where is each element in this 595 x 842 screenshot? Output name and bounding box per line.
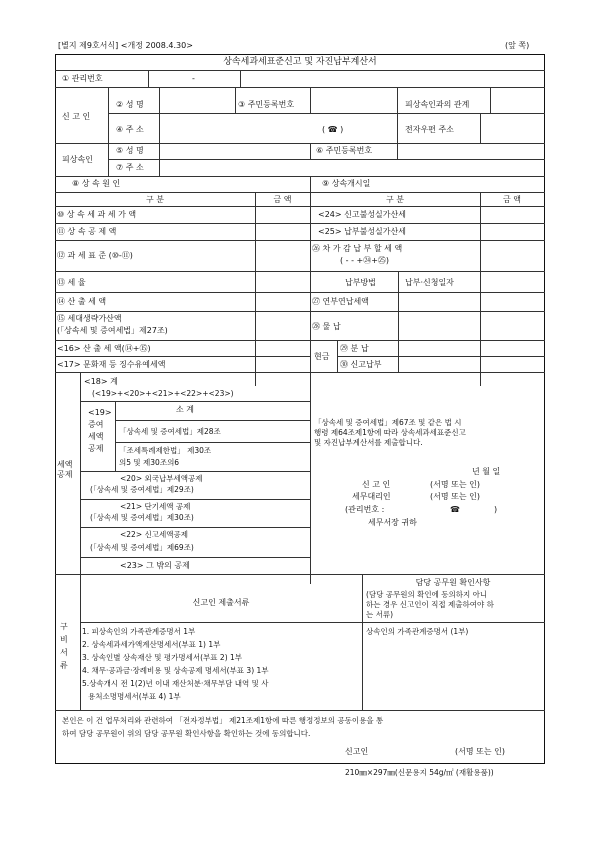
row-split-payment: ㉙ 분 납 [340, 344, 369, 353]
attachment-item: 4. 채무·공과금·장례비용 및 상속공제 명세서(부표 3) 1부 [82, 666, 269, 675]
row-generation-skip: ⑮ 세대생략가산액 [57, 314, 122, 323]
attachments-section: 구비 서류 [60, 622, 68, 670]
row-deduction: ⑪ 상 속 공 제 액 [57, 227, 117, 236]
decedent-section: 피상속인 [62, 155, 93, 164]
reporter-name-field[interactable] [162, 92, 232, 112]
credit-total: <18> 계 [84, 377, 118, 386]
reporter-email-field[interactable] [482, 118, 542, 140]
start-date-label: ⑨ 상속개시일 [322, 179, 371, 188]
credit-total-formula: (<19>+<20>+<21>+<22>+<23>) [92, 389, 234, 398]
declaration-reporter: 신 고 인 [362, 480, 391, 489]
mgmt-label: ① 관리번호 [62, 74, 103, 83]
form-title: 상속세과세표준신고 및 자진납부계산서 [223, 57, 377, 67]
foreign-credit-law: (「상속세 및 증여세법」제29조) [90, 485, 194, 494]
row-self-payment: ㉚ 신고납부 [340, 360, 382, 369]
attachment-item: 3. 상속인별 상속재산 및 평가명세서(부표 2) 1부 [82, 653, 243, 662]
row-net-tax-formula: ( - - +㉔+㉕) [340, 256, 390, 265]
row-report-penalty: <24> 신고불성실가산세 [318, 210, 406, 219]
foreign-credit: <20> 외국납부세액공제 [120, 474, 203, 483]
col-amount-left: 금 액 [273, 195, 292, 204]
gift-credit-law28: 「상속세 및 증여세법」제28조 [119, 427, 221, 436]
credit-section: 세액 공제 [57, 460, 73, 479]
row-in-kind: ㉘ 물 납 [312, 322, 341, 331]
gift-credit-no: <19> [88, 408, 112, 417]
short-term-credit: <21> 단기세액 공제 [120, 502, 191, 511]
report-credit: <22> 신고세액공제 [120, 530, 188, 539]
officer-note-2: 하는 경우 신고인이 직접 제출하여야 하 [366, 600, 494, 609]
row-cultural-deferral: <17> 문화재 등 징수유예세액 [57, 360, 166, 369]
reporter-addr-label: ④ 주 소 [116, 125, 144, 134]
cause-label: ⑧ 상 속 원 인 [72, 179, 121, 188]
consent-line2: 하여 담당 공무원이 위의 담당 공무원 확인사항을 확인하는 것에 동의합니다. [62, 729, 311, 738]
special-law-2: 의5 및 제30조의6 [119, 458, 180, 467]
row-computed-tax: ⑭ 산 출 세 액 [57, 297, 107, 306]
form-number: [별지 제9호서식] <개정 2008.4.30> [58, 41, 193, 50]
report-credit-law: (「상속세 및 증여세법」제69조) [90, 543, 194, 552]
other-credit: <23> 그 밖의 공제 [120, 561, 190, 570]
col-item-right: 구 분 [386, 195, 404, 204]
page-side: (앞 쪽) [505, 41, 530, 50]
row-computed-total: <16> 산 출 세 액(⑭+⑮) [57, 344, 151, 353]
decedent-addr-label: ⑦ 주 소 [116, 163, 144, 172]
row-payment-penalty: <25> 납부불성실가산세 [318, 227, 406, 236]
row-taxable-value: ⑩ 상 속 세 과 세 가 액 [57, 210, 137, 219]
gift-credit-3: 공제 [88, 444, 104, 453]
attachment-item: 용처소명명세서(부표 4) 1부 [88, 692, 181, 701]
gift-credit-2: 세액 [88, 432, 104, 441]
gift-credit-1: 증여 [88, 420, 104, 429]
attachment-item: 2. 상속세과세가액계산명세서(부표 1) 1부 [82, 640, 221, 649]
consent-sign[interactable]: (서명 또는 인) [455, 747, 505, 756]
reporter-name-label: ② 성 명 [116, 100, 144, 109]
officer-item: 상속인의 가족관계증명서 (1부) [366, 627, 469, 636]
short-term-credit-law: (「상속세 및 증여세법」제30조) [90, 513, 194, 522]
mgmt-value[interactable]: - [192, 74, 195, 83]
consent-signer: 신고인 [345, 747, 369, 756]
decedent-rrn-label: ⑥ 주민등록번호 [316, 146, 373, 155]
declaration-line2: 행령 제64조제1항에 따라 상속세과세표준신고 [314, 428, 466, 437]
reporter-phone[interactable]: ( ☎ ) [322, 125, 344, 134]
row-net-tax: ㉖ 차 가 감 납 부 할 세 액 [312, 244, 403, 253]
tax-office: 세무서장 귀하 [368, 518, 417, 527]
subtotal-header: 소 계 [176, 405, 194, 414]
reporter-rrn-label: ③ 주민등록번호 [238, 100, 295, 109]
officer-check-header: 담당 공무원 확인사항 [415, 578, 491, 587]
officer-note-1: (담당 공무원의 확인에 동의하지 아니 [366, 590, 488, 599]
attachment-item: 1. 피상속인의 가족관계증명서 1부 [82, 627, 196, 636]
declaration-mgmt: (관리번호 : [345, 505, 385, 514]
declaration-date[interactable]: 년 월 일 [472, 467, 501, 476]
declaration-line3: 및 자진납부계산서를 제출합니다. [314, 438, 423, 447]
decedent-name-label: ⑤ 성 명 [116, 146, 144, 155]
declaration-sign1[interactable]: (서명 또는 인) [430, 480, 480, 489]
special-law-1: 「조세특례제한법」 제30조 [119, 446, 212, 455]
col-amount-right: 금 액 [503, 195, 521, 204]
reporter-email-label: 전자우편 주소 [405, 125, 454, 134]
col-item-left: 구 분 [146, 195, 164, 204]
declaration-sign2[interactable]: (서명 또는 인) [430, 492, 480, 501]
payment-date-header: 납부·신청일자 [405, 278, 454, 287]
declaration-agent: 세무대리인 [352, 492, 391, 501]
submit-docs-header: 신고인 제출서류 [192, 598, 250, 607]
cash-label: 현금 [314, 352, 330, 361]
payment-method-header: 납부방법 [345, 278, 376, 287]
attachment-item: 5.상속개시 전 1(2)년 이내 재산처분·채무부담 내역 및 사 [82, 679, 269, 688]
officer-note-3: 는 서류) [366, 610, 394, 619]
consent-line1: 본인은 이 건 업무처리와 관련하여 「전자정부법」 제21조제1항에 따른 행정정보의 공동이용을 통 [62, 716, 384, 725]
reporter-relation-label: 피상속인과의 관계 [405, 100, 470, 109]
declaration-mgmt-close: ) [494, 505, 498, 514]
row-tax-rate: ⑬ 세 율 [57, 278, 86, 287]
declaration-line1: 「상속세 및 증여세법」제67조 및 같은 법 시 [314, 418, 462, 427]
reporter-relation-field[interactable] [492, 92, 542, 112]
row-tax-base: ⑫ 과 세 표 준 (⑩-⑪) [57, 251, 133, 260]
phone-icon: ☎ [450, 505, 460, 514]
reporter-rrn-field[interactable] [312, 92, 392, 112]
reporter-section: 신 고 인 [62, 112, 91, 121]
paper-spec: 210㎜×297㎜(신문용지 54g/㎡ (재활용품)) [345, 768, 494, 777]
row-generation-skip-law: (「상속세 및 증여세법」제27조) [57, 326, 168, 335]
row-installment: ㉗ 연부연납세액 [312, 297, 369, 306]
